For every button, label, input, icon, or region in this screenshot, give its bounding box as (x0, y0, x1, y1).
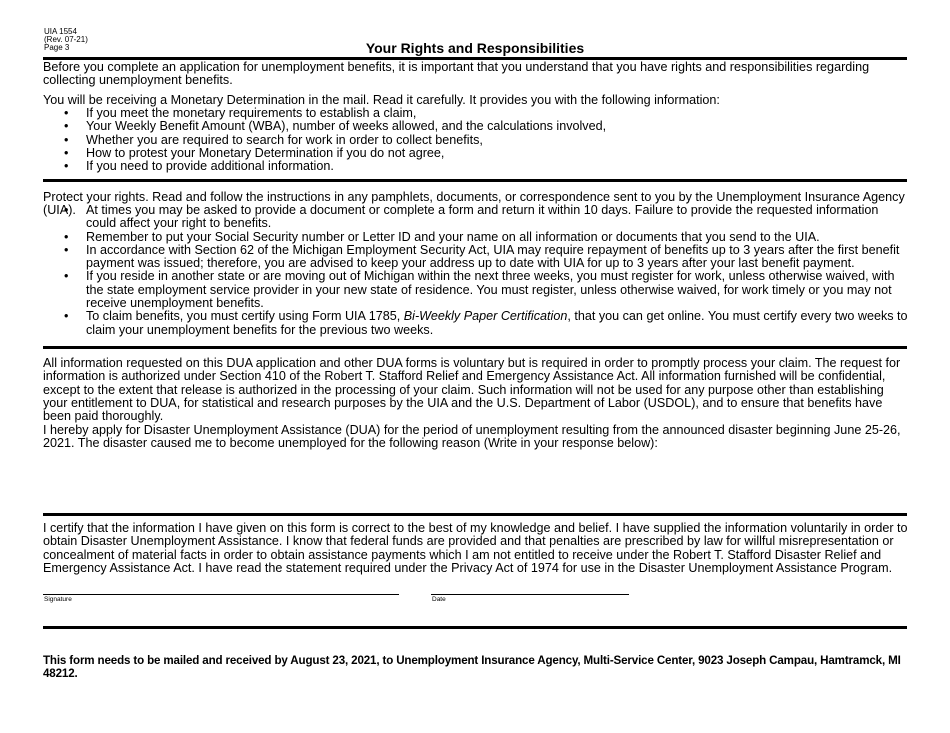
signature-field[interactable] (43, 594, 399, 595)
list-item: • Remember to put your Social Security number or Letter ID and your name on all information or documents that you send to the UIA. (43, 231, 909, 244)
list-item: • If you need to provide additional information. (43, 160, 909, 173)
date-label: Date (432, 596, 446, 603)
date-field[interactable] (431, 594, 629, 595)
list-item: • If you meet the monetary requirements to establish a claim, (43, 107, 909, 120)
form-number: UIA 1554 (44, 27, 77, 36)
section-divider (43, 179, 907, 182)
certification-statement: I certify that the information I have given on this form is correct to the best of my knowledge and belief. I have supplied the information voluntarily in order to obtain Disaster Unemployment Assistance. I know that federal funds are provided and that penalties are prescribed by law for willful misrepresentation or concealment of material facts in order to obtain assistance payments which I am not entitled to receive under the Robert T. Stafford Disaster Relief and Emergency Assistance Act. I have read the statement required under the Privacy Act of 1974 for use in the Disaster Unemployment Assistance Program. (43, 521, 908, 575)
page-number: Page 3 (44, 43, 70, 52)
list-item: • At times you may be asked to provide a document or complete a form and return it within 10 days. Failure to provide the requested information could affect your right to benefits. (43, 204, 909, 231)
footer-divider (43, 626, 907, 629)
form-title-reference: Bi-Weekly Paper Certification (403, 309, 568, 324)
list-item-text: , that you can get online. You must certify every two weeks to claim your unemployment benefits for the previous two weeks. (86, 309, 908, 337)
privacy-statement: All information requested on this DUA application and other DUA forms is voluntary but is required in order to promptly process your claim. The request for information is authorized under Section 410 of the Robert T. Stafford Relief and Emergency Assistance Act. All information furnished will be confidential, except to the extent that release is authorized in the processing of your claim. Such information will not be used for any purpose other than establishing your entitlement to DUA, for statistical and research purposes by the UIA and the U.S. Department of Labor (USDOL), and to ensure that benefits have been paid thoroughly. (43, 356, 901, 424)
monetary-lead: You will be receiving a Monetary Determination in the mail. Read it carefully. It provides you with the following information: (43, 93, 720, 107)
list-item: • Whether you are required to search for work in order to collect benefits, (43, 134, 909, 147)
section-divider (43, 346, 907, 349)
intro-paragraph: Before you complete an application for unemployment benefits, it is important that you understand that you have rights and responsibilities regarding collecting unemployment benefits. (43, 60, 870, 88)
mailing-instructions: This form needs to be mailed and received by August 23, 2021, to Unemployment Insurance Agency, Multi-Service Center, 9023 Joseph Campau, Hamtramck, MI 48212. (43, 654, 901, 680)
monetary-list (43, 107, 909, 173)
list-item: • Your Weekly Benefit Amount (WBA), number of weeks allowed, and the calculations involved, (43, 120, 909, 133)
signature-label: Signature (44, 596, 72, 603)
form-revision: (Rev. 07-21) (44, 35, 88, 44)
response-area-divider (43, 513, 907, 516)
list-item: • If you reside in another state or are moving out of Michigan within the next three weeks, you must register for work, unless otherwise waived, with the state employment service provider in your new state of residence. You must register, unless otherwise waived, for work timely or you may not receive unemployment benefits. (43, 270, 909, 310)
application-statement: I hereby apply for Disaster Unemployment Assistance (DUA) for the period of unemployment resulting from the announced disaster beginning June 25-26, 2021. The disaster caused me to become unemployed for the following reason (Write in your response below): (43, 423, 901, 451)
list-item: • How to protest your Monetary Determination if you do not agree, (43, 147, 909, 160)
rights-lead: Protect your rights. Read and follow the instructions in any pamphlets, documents, or correspondence sent to you by the Unemployment Insurance Agency (UIA). (43, 190, 905, 218)
list-item (43, 310, 909, 337)
list-item-text: To claim benefits, you must certify using Form UIA 1785, (86, 309, 404, 324)
page-title: Your Rights and Responsibilities (365, 40, 585, 56)
rights-list (43, 204, 909, 337)
list-item: • In accordance with Section 62 of the Michigan Employment Security Act, UIA may require repayment of benefits up to 3 years after the first benefit payment was issued; therefore, you are advised to keep your address up to date with UIA for up to 3 years after your last benefit payment. (43, 244, 909, 271)
